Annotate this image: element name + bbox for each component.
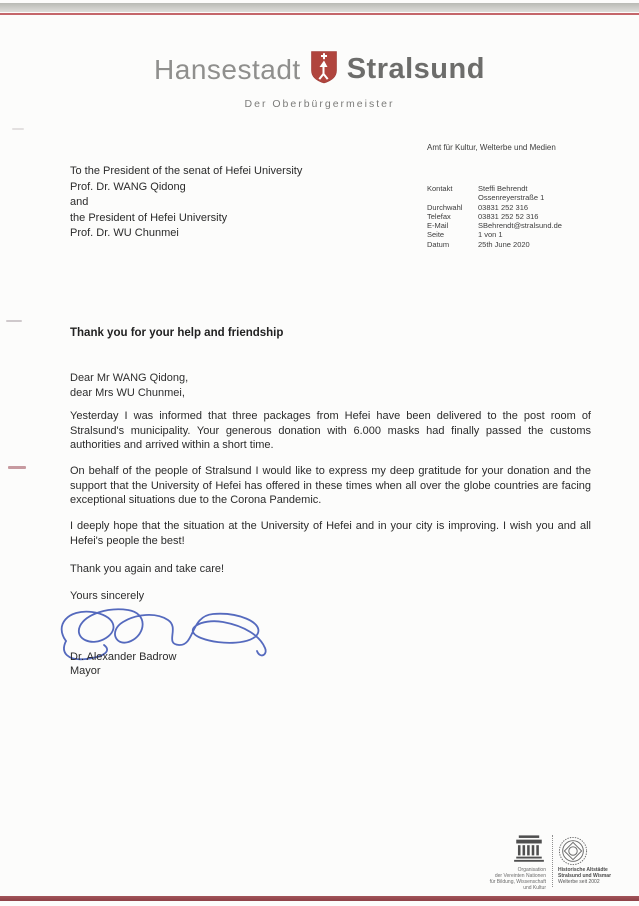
brand-name-text: Stralsund <box>346 53 485 85</box>
salutation-line: Dear Mr WANG Qidong, <box>70 372 189 384</box>
scan-bottom-red-line <box>0 896 639 901</box>
salutation-block <box>70 371 188 401</box>
unesco-caption <box>468 867 546 891</box>
fold-mark <box>8 466 26 469</box>
fold-mark <box>6 320 22 322</box>
recipient-line: Prof. Dr. WU Chunmei <box>70 227 179 239</box>
letterhead-subtitle: Der Oberbürgermeister <box>244 98 395 110</box>
body-paragraph: I deeply hope that the situation at the University of Hefei and in your city is improving. I wish you and all Hefei's people the best! <box>70 520 591 547</box>
meta-value: 03831 252 316 <box>478 202 529 212</box>
letterhead-logo <box>0 50 639 89</box>
meta-row <box>427 212 562 221</box>
unesco-logo-icon <box>512 834 546 869</box>
salutation-line: dear Mrs WU Chunmei, <box>70 387 185 399</box>
stralsund-shield-icon <box>310 50 338 89</box>
meta-row <box>427 203 562 212</box>
meta-label: Seite <box>427 230 445 240</box>
recipient-line: Prof. Dr. WANG Qidong <box>70 180 186 193</box>
body-paragraph: Yesterday I was informed that three packages from Hefei have been delivered to the post room of Stralsund's municipality. Your generous donation with 6.000 masks had finally passed the customs authorities and arrived within a short time. <box>70 410 591 452</box>
valediction-line: Yours sincerely <box>70 590 145 602</box>
body-paragraph: On behalf of the people of Stralsund I would like to express my deep gratitude for your donation and the support that the University of Hefei has offered in these times when all over the globe countries are facing exceptional situations due to the Corona Pandemic. <box>70 465 591 507</box>
recipient-block <box>70 164 302 242</box>
department-line: Amt für Kultur, Welterbe und Medien <box>427 143 556 152</box>
unesco-caption-line: der Vereinten Nationen <box>494 873 546 879</box>
meta-value: 25th June 2020 <box>478 239 530 249</box>
scan-top-band <box>0 3 639 12</box>
recipient-line: and <box>70 196 89 208</box>
meta-label: Telefax <box>427 211 451 221</box>
footer-dotted-divider <box>552 835 553 887</box>
signer-title: Mayor <box>70 665 101 677</box>
meta-value: 03831 252 52 316 <box>478 211 539 221</box>
recipient-line: the President of Hefei University <box>70 211 228 224</box>
world-heritage-emblem-icon <box>558 836 588 871</box>
meta-row <box>427 184 562 193</box>
closing-line: Thank you again and take care! <box>70 563 225 575</box>
brand-prefix-text: Hansestadt <box>154 53 301 85</box>
meta-row <box>427 230 562 239</box>
contact-meta-block <box>427 184 562 249</box>
recipient-line: To the President of the senat of Hefei University <box>70 165 303 177</box>
meta-row <box>427 221 562 230</box>
subject-line: Thank you for your help and friendship <box>70 327 284 339</box>
meta-value: 1 von 1 <box>478 230 503 240</box>
meta-value: Ossenreyerstraße 1 <box>478 193 545 203</box>
meta-label: Kontakt <box>427 184 453 193</box>
heritage-caption-line: Welterbe seit 2002 <box>558 879 600 885</box>
scan-top-red-line <box>0 13 639 15</box>
heritage-caption <box>558 867 633 885</box>
meta-label: Durchwahl <box>427 202 463 212</box>
fold-mark <box>12 128 24 130</box>
meta-row <box>427 193 562 202</box>
meta-label: Datum <box>427 239 450 249</box>
unesco-caption-line: und Kultur <box>523 885 546 891</box>
unesco-caption-line: für Bildung, Wissenschaft <box>489 879 546 885</box>
heritage-caption-line: Historische Altstädte <box>558 867 608 873</box>
meta-value: Steffi Behrendt <box>478 184 528 193</box>
meta-label <box>427 193 478 202</box>
meta-label: E-Mail <box>427 221 449 231</box>
meta-row <box>427 240 562 249</box>
unesco-caption-line: Organisation <box>517 867 546 873</box>
signer-name: Dr. Alexander Badrow <box>70 651 177 663</box>
heritage-caption-line: Stralsund und Wismar <box>558 873 612 879</box>
meta-value: SBehrendt@stralsund.de <box>478 221 562 231</box>
